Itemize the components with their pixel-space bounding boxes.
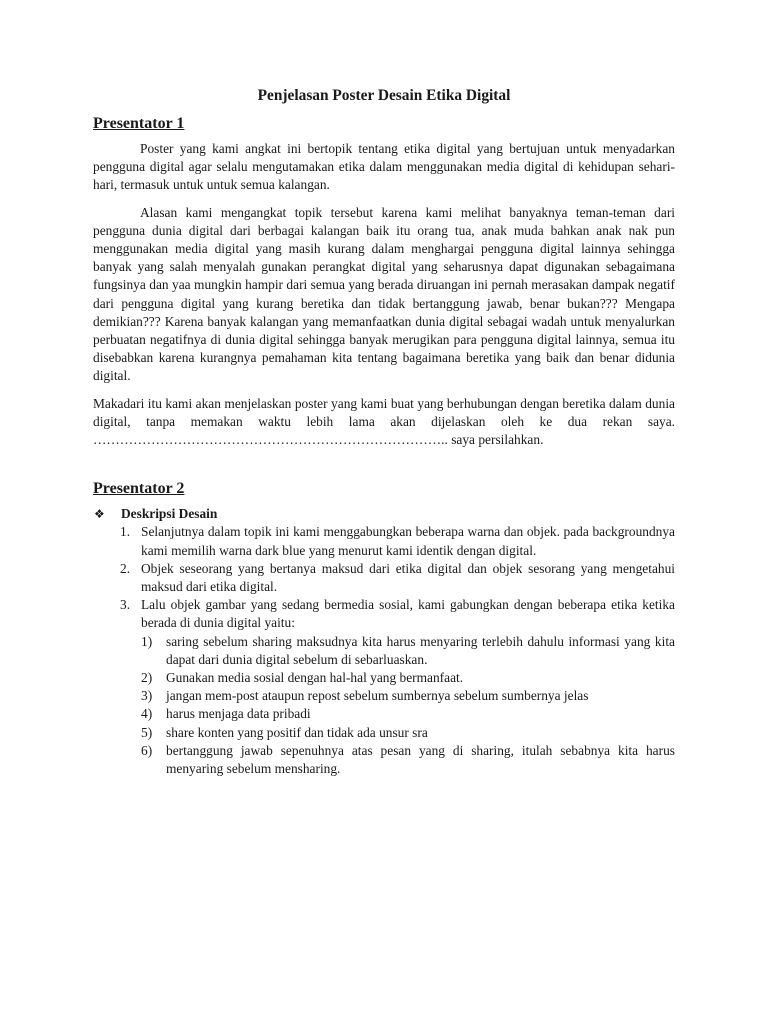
list-item xyxy=(93,523,675,559)
sub-list-marker: 3) xyxy=(141,688,153,704)
sub-list-marker: 2) xyxy=(141,670,153,686)
section-heading-presentator-1: Presentator 1 xyxy=(93,115,185,132)
list-item xyxy=(93,560,675,596)
sub-list-item-text: harus menjaga data pribadi xyxy=(166,706,311,722)
sub-list-item xyxy=(141,633,675,669)
sub-list-item xyxy=(141,742,675,778)
sub-list-item-text: share konten yang positif dan tidak ada unsur sra xyxy=(166,724,428,740)
numbered-list xyxy=(93,523,675,778)
sub-list-item-text: jangan mem-post ataupun repost sebelum sumbernya sebelum sumbernya jelas xyxy=(166,688,589,704)
list-item-text: Selanjutnya dalam topik ini kami menggabungkan beberapa warna dan objek. pada backgroundnya kami memilih warna dark blue yang menurut kami identik dengan digital. xyxy=(141,524,675,558)
sub-list-item xyxy=(141,724,675,742)
sub-list-item xyxy=(141,687,675,705)
sub-list-item xyxy=(141,669,675,687)
list-item xyxy=(93,596,675,778)
sub-list-marker: 4) xyxy=(141,706,153,722)
sub-list-marker: 1) xyxy=(141,633,153,649)
bullet-heading-text: Deskripsi Desain xyxy=(121,506,218,522)
document-body xyxy=(93,86,675,778)
document-title: Penjelasan Poster Desain Etika Digital xyxy=(257,87,511,104)
sub-list-item-text: Gunakan media sosial dengan hal-hal yang bermanfaat. xyxy=(166,670,464,686)
sub-list-item xyxy=(141,705,675,723)
list-item-text: Objek seseorang yang bertanya maksud dari etika digital dan objek sesorang yang mengetahui maksud dari etika digital. xyxy=(141,560,675,595)
list-item-text: Lalu objek gambar yang sedang bermedia sosial, kami gabungkan dengan beberapa etika ketika berada di dunia digital yaitu: xyxy=(141,597,675,631)
sub-list-marker: 5) xyxy=(141,724,153,740)
diamond-bullet-icon: ❖ xyxy=(94,507,105,522)
list-marker: 2. xyxy=(120,560,131,576)
bullet-heading xyxy=(93,505,675,523)
list-marker: 3. xyxy=(120,597,131,613)
paragraph: Makadari itu kami akan menjelaskan poster yang kami buat yang berhubungan dengan beretika dalam dunia digital, tanpa memakan waktu lebih lama akan dijelaskan oleh ke dua rekan saya. …………………………………………………………………….. saya persilahkan. xyxy=(93,395,675,448)
sub-list-marker: 6) xyxy=(141,742,153,758)
list-marker: 1. xyxy=(120,524,131,540)
sub-list-item-text: bertanggung jawab sepenuhnya atas pesan yang di sharing, itulah sebabnya kita harus menyaring sebelum mensharing. xyxy=(166,742,675,777)
paragraph: Alasan kami mengangkat topik tersebut karena kami melihat banyaknya teman-teman dari pengguna dunia digital dari berbagai kalangan baik itu orang tua, anak muda bahkan anak nak pun menggunakan media digital yang masih kurang dalam menghargai pengguna digital lainnya sehingga banyak yang salah menyalah gunakan perangkat digital yang seharusnya dapat digunakan sebagaimana fungsinya dan yaa mungkin hampir dari semua yang berada diruangan ini pernah merasakan dampak negatif dari pengguna digital yang kurang beretika dan tidak bertanggung jawab, benar bukan??? Mengapa demikian??? Karena banyak kalangan yang memanfaatkan dunia digital sebagai wadah untuk menyalurkan perbuatan negatifnya di dunia digital sehingga banyak merugikan para pengguna digital lainnya, semua itu disebabkan karena kurangnya pemahaman kita tentang bagaimana beretika yang baik dan benar didunia digital. xyxy=(93,204,675,384)
sub-list-item-text: saring sebelum sharing maksudnya kita harus menyaring terlebih dahulu informasi yang kita dapat dari dunia digital sebelum di sebarluaskan. xyxy=(166,633,675,667)
sub-list xyxy=(141,633,675,779)
paragraph: Poster yang kami angkat ini bertopik tentang etika digital yang bertujuan untuk menyadarkan pengguna digital agar selalu mengutamakan etika dalam menggunakan media digital di kehidupan sehari-hari, termasuk untuk untuk semua kalangan. xyxy=(93,141,675,193)
section-heading-presentator-2: Presentator 2 xyxy=(93,480,185,498)
